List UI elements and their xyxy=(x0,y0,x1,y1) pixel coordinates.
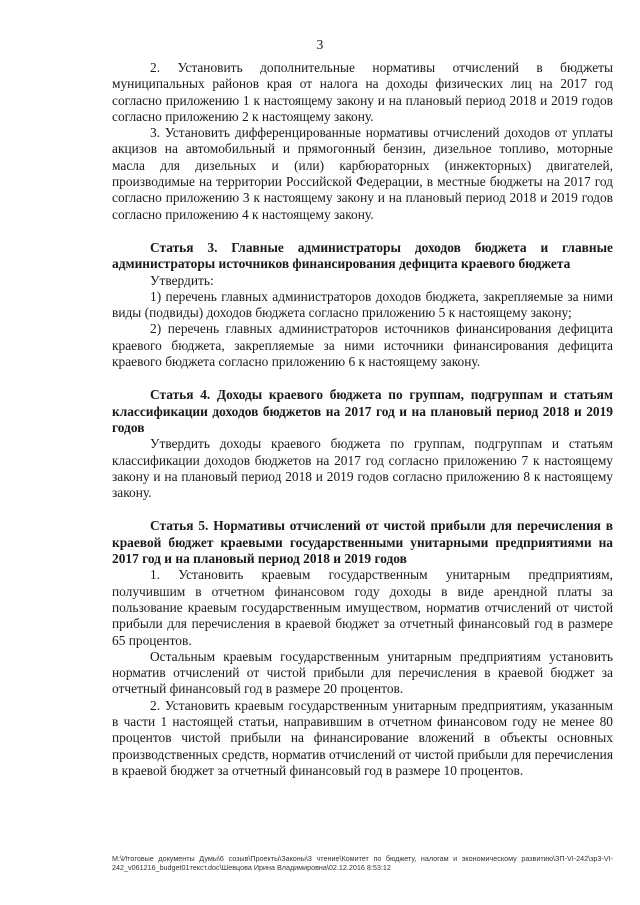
paragraph: 1) перечень главных администраторов доходов бюджета, закрепляемые за ними виды (подвиды) доходов бюджета согласно приложению 5 к настоящему закону; xyxy=(112,288,613,321)
paragraph: 2. Установить краевым государственным унитарным предприятиям, указанным в части 1 настоящей статьи, направившим в отчетном финансовом году не менее 80 процентов чистой прибыли на финансирование вложений в объекты основных производственных средств, норматив отчислений от чистой прибыли для перечисления в краевой бюджет за отчетный финансовый год в размере 10 процентов. xyxy=(112,697,613,778)
paragraph: 3. Установить дифференцированные нормативы отчислений доходов от уплаты акцизов на автомобильный и прямогонный бензин, дизельное топливо, моторные масла для дизельных и (или) карбюраторных (инжекторных) двигателей, производимые на территории Российской Федерации, в местные бюджеты на 2017 год согласно приложению 3 к настоящему закону и на плановый период 2018 и 2019 годов согласно приложению 4 к настоящему закону. xyxy=(112,125,613,222)
article-4-heading: Статья 4. Доходы краевого бюджета по группам, подгруппам и статьям классификации доходов бюджетов на 2017 год и на плановый период 2018 и 2019 годов xyxy=(112,387,613,435)
paragraph-gap xyxy=(112,223,613,240)
paragraph: 2) перечень главных администраторов источников финансирования дефицита краевого бюджета, закрепляемые за ними источники финансирования дефицита краевого бюджета согласно приложению 6 к настоящему закону. xyxy=(112,321,613,370)
paragraph: Утвердить доходы краевого бюджета по группам, подгруппам и статьям классификации доходов бюджетов на 2017 год согласно приложению 7 к настоящему закону и на плановый период 2018 и 2019 годов согласно приложению 8 к настоящему закону. xyxy=(112,436,613,501)
paragraph: Утвердить: xyxy=(150,272,214,288)
file-path-footer: M:\Итоговые документы Думы\6 созыв\Проекты\Законы\3 чтение\Комитет по бюджету, налогам и экономическому развитию\ЗП-VI-242\зр3-VI-242_v061216_budget01текст.doc\Шевцова Ирина Владимировна\02.12.2016 8:53:12 xyxy=(112,854,613,873)
paragraph: 1. Установить краевым государственным унитарным предприятиям, получившим в отчетном финансовом году доходы в виде арендной платы за пользование краевым государственным имуществом, норматив отчислений от чистой прибыли для перечисления в краевой бюджет за отчетный финансовый год в размере 65 процентов. xyxy=(112,567,613,648)
paragraph-gap xyxy=(112,370,613,387)
paragraph: 2. Установить дополнительные нормативы отчислений в бюджеты муниципальных районов края от налога на доходы физических лиц на 2017 год согласно приложению 1 к настоящему закону и на плановый период 2018 и 2019 годов согласно приложению 2 к настоящему закону. xyxy=(112,60,613,124)
article-3-heading: Статья 3. Главные администраторы доходов бюджета и главные администраторы источников финансирования дефицита краевого бюджета xyxy=(112,239,613,272)
paragraph-gap xyxy=(112,501,613,518)
article-5-heading: Статья 5. Нормативы отчислений от чистой прибыли для перечисления в краевой бюджет краевыми государственными унитарными предприятиями на 2017 год и на плановый период 2018 и 2019 годов xyxy=(112,518,613,567)
page-number: 3 xyxy=(316,37,324,52)
document-body xyxy=(112,60,613,779)
paragraph: Остальным краевым государственным унитарным предприятиям установить норматив отчислений от чистой прибыли для перечисления в краевой бюджет за отчетный финансовый год в размере 20 процентов. xyxy=(112,648,613,697)
